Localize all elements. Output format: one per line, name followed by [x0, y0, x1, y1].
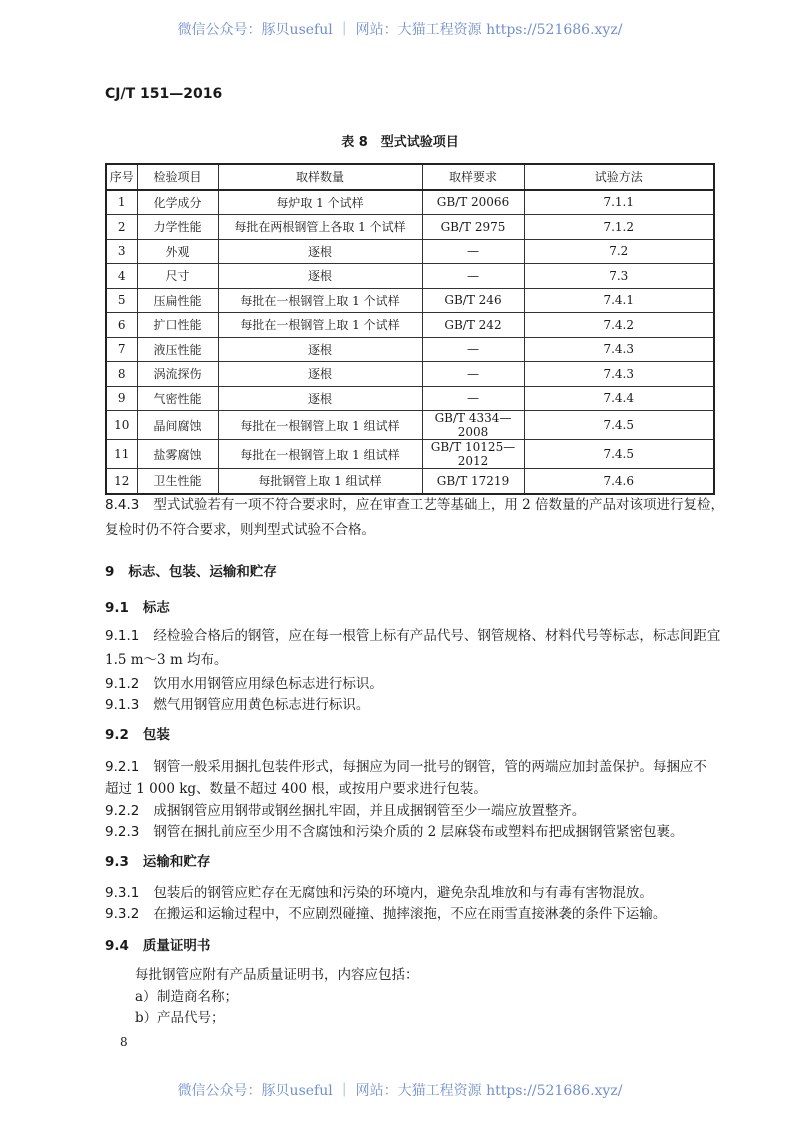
table-cell: —: [422, 386, 524, 411]
clause-text: 钢管一般采用捆扎包装件形式，每捆应为同一批号的钢管，管的两端应加封盖保护。每捆应不: [153, 759, 707, 775]
table-cell: 力学性能: [137, 215, 218, 240]
table-cell: —: [422, 264, 524, 289]
table-cell: 7.4.5: [524, 411, 714, 440]
table-cell: 化学成分: [137, 190, 218, 215]
table-cell: 晶间腐蚀: [137, 411, 218, 440]
clause-9-1-1-cont: 1.5 m～3 m 均布。: [105, 652, 228, 668]
header-cell: 试验方法: [524, 164, 714, 190]
table-cell: 1: [106, 190, 137, 215]
clause-number: 9.1.3: [105, 697, 140, 713]
table-cell: 7.4.3: [524, 337, 714, 362]
table-cell: 扩口性能: [137, 313, 218, 338]
document-code: CJ/T 151—2016: [105, 86, 223, 102]
table-cell: 压扁性能: [137, 288, 218, 313]
clause-9-2-1-cont: 超过 1 000 kg、数量不超过 400 根，或按用户要求进行包装。: [105, 781, 487, 797]
section-9-2-heading: [105, 725, 170, 745]
table-cell: GB/T 10125—2012: [422, 440, 524, 469]
table-row: [106, 264, 714, 289]
list-label: a）: [135, 989, 157, 1005]
header-cell: 序号: [106, 164, 137, 190]
clause-number: 8.4.3: [105, 497, 140, 513]
table-cell: 每批在两根钢管上各取 1 个试样: [218, 215, 422, 240]
clause-9-2-2: [105, 801, 585, 821]
clause-text: 燃气用钢管应用黄色标志进行标识。: [153, 697, 370, 713]
clause-text: 成捆钢管应用钢带或钢丝捆扎牢固，并且成捆钢管至少一端应放置整齐。: [153, 803, 586, 819]
table-cell: 7.4.3: [524, 362, 714, 387]
section-title: 标志: [142, 600, 170, 616]
section-9-1-heading: [105, 598, 170, 618]
table-cell: 7.2: [524, 239, 714, 264]
table-cell: 7.4.5: [524, 440, 714, 469]
section-number: 9.1: [105, 600, 129, 616]
table-cell: 外观: [137, 239, 218, 264]
table-cell: GB/T 17219: [422, 469, 524, 494]
table-row: [106, 215, 714, 240]
table-cell: 尺寸: [137, 264, 218, 289]
table-cell: —: [422, 362, 524, 387]
clause-9-2-3: [105, 822, 684, 842]
table-header-row: [106, 164, 714, 190]
table-cell: 11: [106, 440, 137, 469]
table-cell: 7.4.1: [524, 288, 714, 313]
table-cell: 3: [106, 239, 137, 264]
section-title: 包装: [142, 727, 170, 743]
clause-9-2-1: [105, 757, 707, 777]
clause-9-3-1: [105, 883, 653, 903]
clause-9-1-3: [105, 695, 369, 715]
clause-9-3-2: [105, 904, 666, 924]
table-cell: —: [422, 239, 524, 264]
section-title: 质量证明书: [142, 938, 211, 954]
table-row: [106, 362, 714, 387]
table-cell: 逐根: [218, 362, 422, 387]
section-9-3-heading: [105, 852, 210, 872]
section-number: 9.4: [105, 938, 129, 954]
table-row: [106, 239, 714, 264]
table-cell: 每炉取 1 个试样: [218, 190, 422, 215]
table-cell: 每批在一根钢管上取 1 组试样: [218, 440, 422, 469]
clause-text: 钢管在捆扎前应至少用不含腐蚀和污染介质的 2 层麻袋布或塑料布把成捆钢管紧密包裹。: [153, 824, 684, 840]
clause-text: 在搬运和运输过程中，不应剧烈碰撞、抛摔滚拖，不应在雨雪直接淋袭的条件下运输。: [153, 906, 667, 922]
table-cell: 7.1.2: [524, 215, 714, 240]
table-cell: GB/T 242: [422, 313, 524, 338]
clause-9-1-2: [105, 674, 383, 694]
table-cell: 逐根: [218, 386, 422, 411]
table-cell: 2: [106, 215, 137, 240]
clause-number: 9.3.1: [105, 885, 140, 901]
table-cell: 气密性能: [137, 386, 218, 411]
header-cell: 取样要求: [422, 164, 524, 190]
section-number: 9.3: [105, 854, 129, 870]
table-cell: —: [422, 337, 524, 362]
list-item-b: [135, 1008, 225, 1028]
table-cell: 逐根: [218, 239, 422, 264]
table-cell: 每批在一根钢管上取 1 个试样: [218, 288, 422, 313]
watermark-bottom: 微信公众号：豚贝useful ｜ 网站：大猫工程资源 https://521686.xyz/: [177, 1083, 623, 1099]
clause-number: 9.1.1: [105, 628, 140, 644]
table-cell: 7: [106, 337, 137, 362]
table-cell: 7.4.6: [524, 469, 714, 494]
table-cell: 每批在一根钢管上取 1 个试样: [218, 313, 422, 338]
table-cell: 7.4.4: [524, 386, 714, 411]
table-cell: 6: [106, 313, 137, 338]
header-cell: 取样数量: [218, 164, 422, 190]
table-cell: 7.1.1: [524, 190, 714, 215]
table-row: [106, 313, 714, 338]
certificate-intro: 每批钢管应附有产品质量证明书，内容应包括：: [135, 967, 419, 983]
table-row: [106, 440, 714, 469]
table-cell: GB/T 246: [422, 288, 524, 313]
clause-text: 经检验合格后的钢管，应在每一根管上标有产品代号、钢管规格、材料代号等标志，标志间距宜: [153, 628, 721, 644]
clause-9-1-1: [105, 626, 720, 646]
table-row: [106, 190, 714, 215]
table-cell: 逐根: [218, 264, 422, 289]
section-9-heading: [105, 562, 277, 582]
table-cell: 盐雾腐蚀: [137, 440, 218, 469]
table-row: [106, 288, 714, 313]
table-caption: 表 8 型式试验项目: [341, 135, 459, 150]
section-title: 标志、包装、运输和贮存: [128, 564, 277, 580]
table-cell: 10: [106, 411, 137, 440]
section-title: 运输和贮存: [142, 854, 211, 870]
clause-text: 型式试验若有一项不符合要求时，应在审查工艺等基础上，用 2 倍数量的产品对该项进行复检，: [153, 497, 725, 513]
table-cell: 7.4.2: [524, 313, 714, 338]
list-text: 产品代号；: [157, 1010, 225, 1026]
watermark-top: 微信公众号：豚贝useful ｜ 网站：大猫工程资源 https://521686.xyz/: [177, 22, 623, 38]
clause-text: 饮用水用钢管应用绿色标志进行标识。: [153, 676, 383, 692]
clause-8-4-3: [105, 495, 724, 515]
table-cell: GB/T 4334—2008: [422, 411, 524, 440]
table-cell: 液压性能: [137, 337, 218, 362]
section-number: 9: [105, 564, 115, 580]
table-cell: 8: [106, 362, 137, 387]
type-test-table: [105, 163, 715, 495]
table-cell: 4: [106, 264, 137, 289]
clause-number: 9.3.2: [105, 906, 140, 922]
table-cell: GB/T 2975: [422, 215, 524, 240]
table-cell: 卫生性能: [137, 469, 218, 494]
table-cell: 涡流探伤: [137, 362, 218, 387]
section-9-4-heading: [105, 936, 210, 956]
header-cell: 检验项目: [137, 164, 218, 190]
clause-number: 9.2.2: [105, 803, 140, 819]
page-number: 8: [120, 1035, 128, 1049]
clause-text: 包装后的钢管应贮存在无腐蚀和污染的环境内，避免杂乱堆放和与有毒有害物混放。: [153, 885, 653, 901]
table-cell: GB/T 20066: [422, 190, 524, 215]
list-text: 制造商名称；: [157, 989, 238, 1005]
table-cell: 9: [106, 386, 137, 411]
section-number: 9.2: [105, 727, 129, 743]
clause-number: 9.1.2: [105, 676, 140, 692]
table-row: [106, 386, 714, 411]
table-row: [106, 411, 714, 440]
clause-number: 9.2.3: [105, 824, 140, 840]
table-row: [106, 469, 714, 494]
table-cell: 每批钢管上取 1 组试样: [218, 469, 422, 494]
clause-8-4-3-cont: 复检时仍不符合要求，则判型式试验不合格。: [105, 522, 375, 538]
table-cell: 5: [106, 288, 137, 313]
list-item-a: [135, 987, 238, 1007]
table-cell: 每批在一根钢管上取 1 组试样: [218, 411, 422, 440]
clause-number: 9.2.1: [105, 759, 140, 775]
table-cell: 7.3: [524, 264, 714, 289]
table-cell: 逐根: [218, 337, 422, 362]
table-row: [106, 337, 714, 362]
table-cell: 12: [106, 469, 137, 494]
list-label: b）: [135, 1010, 158, 1026]
